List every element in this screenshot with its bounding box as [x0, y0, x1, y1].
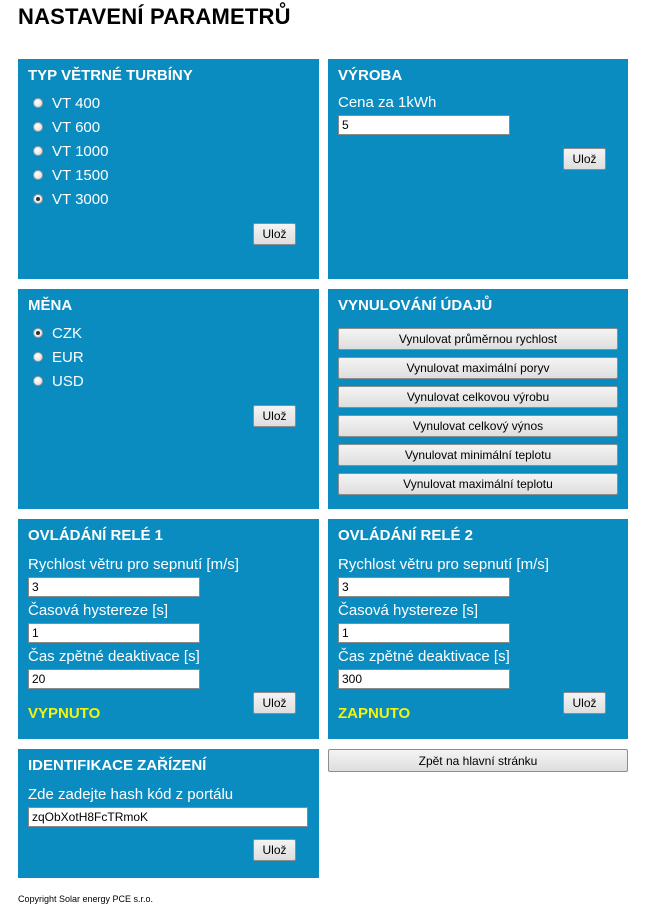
turbine-radio-icon[interactable]	[33, 170, 43, 180]
turbine-radio-icon[interactable]	[33, 194, 43, 204]
turbine-save-button[interactable]: Ulož	[253, 223, 296, 245]
relay1-deactivation-label: Čas zpětné deaktivace [s]	[28, 648, 200, 665]
reset-button[interactable]: Vynulovat průměrnou rychlost	[338, 328, 618, 350]
reset-panel	[328, 289, 628, 509]
price-input[interactable]	[338, 115, 510, 135]
currency-panel	[18, 289, 319, 509]
reset-button[interactable]: Vynulovat maximální teplotu	[338, 473, 618, 495]
device-panel	[18, 749, 319, 878]
turbine-option[interactable]	[28, 91, 309, 115]
currency-option-label: EUR	[52, 348, 84, 366]
page-title: NASTAVENÍ PARAMETRŮ	[18, 4, 291, 29]
reset-button[interactable]: Vynulovat minimální teplotu	[338, 444, 618, 466]
currency-option-label: USD	[52, 372, 84, 390]
currency-save-button[interactable]: Ulož	[253, 405, 296, 427]
turbine-radio-icon[interactable]	[33, 146, 43, 156]
relay2-deactivation-label: Čas zpětné deaktivace [s]	[338, 648, 510, 665]
back-to-main-button[interactable]: Zpět na hlavní stránku	[328, 749, 628, 772]
turbine-option-label: VT 1500	[52, 166, 109, 184]
currency-option-label: CZK	[52, 324, 82, 342]
reset-button[interactable]: Vynulovat celkovou výrobu	[338, 386, 618, 408]
currency-radio-icon[interactable]	[33, 376, 43, 386]
relay2-status: ZAPNUTO	[338, 705, 411, 722]
relay1-save-button[interactable]: Ulož	[253, 692, 296, 714]
production-panel	[328, 59, 628, 279]
relay2-wind-input[interactable]	[338, 577, 510, 597]
reset-button[interactable]: Vynulovat celkový výnos	[338, 415, 618, 437]
device-save-button[interactable]: Ulož	[253, 839, 296, 861]
relay1-title: OVLÁDÁNÍ RELÉ 1	[28, 527, 164, 544]
relay1-deactivation-input[interactable]	[28, 669, 200, 689]
relay2-save-button[interactable]: Ulož	[563, 692, 606, 714]
turbine-option[interactable]	[28, 115, 309, 139]
copyright: Copyright Solar energy PCE s.r.o.	[18, 894, 154, 904]
currency-option[interactable]	[28, 321, 309, 345]
relay2-title: OVLÁDÁNÍ RELÉ 2	[338, 527, 474, 544]
turbine-option[interactable]	[28, 187, 309, 211]
turbine-option-label: VT 3000	[52, 190, 109, 208]
currency-radio-icon[interactable]	[33, 328, 43, 338]
currency-options	[28, 321, 309, 393]
relay1-status: VYPNUTO	[28, 705, 101, 722]
production-title: VÝROBA	[338, 67, 403, 84]
relay2-deactivation-input[interactable]	[338, 669, 510, 689]
relay1-hysteresis-label: Časová hystereze [s]	[28, 602, 169, 619]
hash-label: Zde zadejte hash kód z portálu	[28, 786, 234, 803]
turbine-radio-icon[interactable]	[33, 98, 43, 108]
reset-buttons	[338, 328, 618, 495]
currency-radio-icon[interactable]	[33, 352, 43, 362]
device-title: IDENTIFIKACE ZAŘÍZENÍ	[28, 757, 207, 774]
turbine-option-label: VT 1000	[52, 142, 109, 160]
turbine-radio-icon[interactable]	[33, 122, 43, 132]
relay1-hysteresis-input[interactable]	[28, 623, 200, 643]
reset-button[interactable]: Vynulovat maximální poryv	[338, 357, 618, 379]
turbine-type-panel	[18, 59, 319, 279]
turbine-option[interactable]	[28, 163, 309, 187]
currency-option[interactable]	[28, 369, 309, 393]
hash-input[interactable]	[28, 807, 308, 827]
turbine-options	[28, 91, 309, 211]
relay2-hysteresis-label: Časová hystereze [s]	[338, 602, 479, 619]
currency-title: MĚNA	[28, 297, 73, 314]
relay2-hysteresis-input[interactable]	[338, 623, 510, 643]
relay2-panel	[328, 519, 628, 739]
currency-option[interactable]	[28, 345, 309, 369]
turbine-option[interactable]	[28, 139, 309, 163]
relay2-wind-label: Rychlost větru pro sepnutí [m/s]	[338, 556, 549, 573]
reset-title: VYNULOVÁNÍ ÚDAJŮ	[338, 297, 493, 314]
turbine-option-label: VT 600	[52, 118, 101, 136]
price-label: Cena za 1kWh	[338, 94, 437, 111]
turbine-option-label: VT 400	[52, 94, 101, 112]
turbine-type-title: TYP VĚTRNÉ TURBÍNY	[28, 67, 193, 84]
relay1-panel	[18, 519, 319, 739]
production-save-button[interactable]: Ulož	[563, 148, 606, 170]
relay1-wind-label: Rychlost větru pro sepnutí [m/s]	[28, 556, 239, 573]
relay1-wind-input[interactable]	[28, 577, 200, 597]
